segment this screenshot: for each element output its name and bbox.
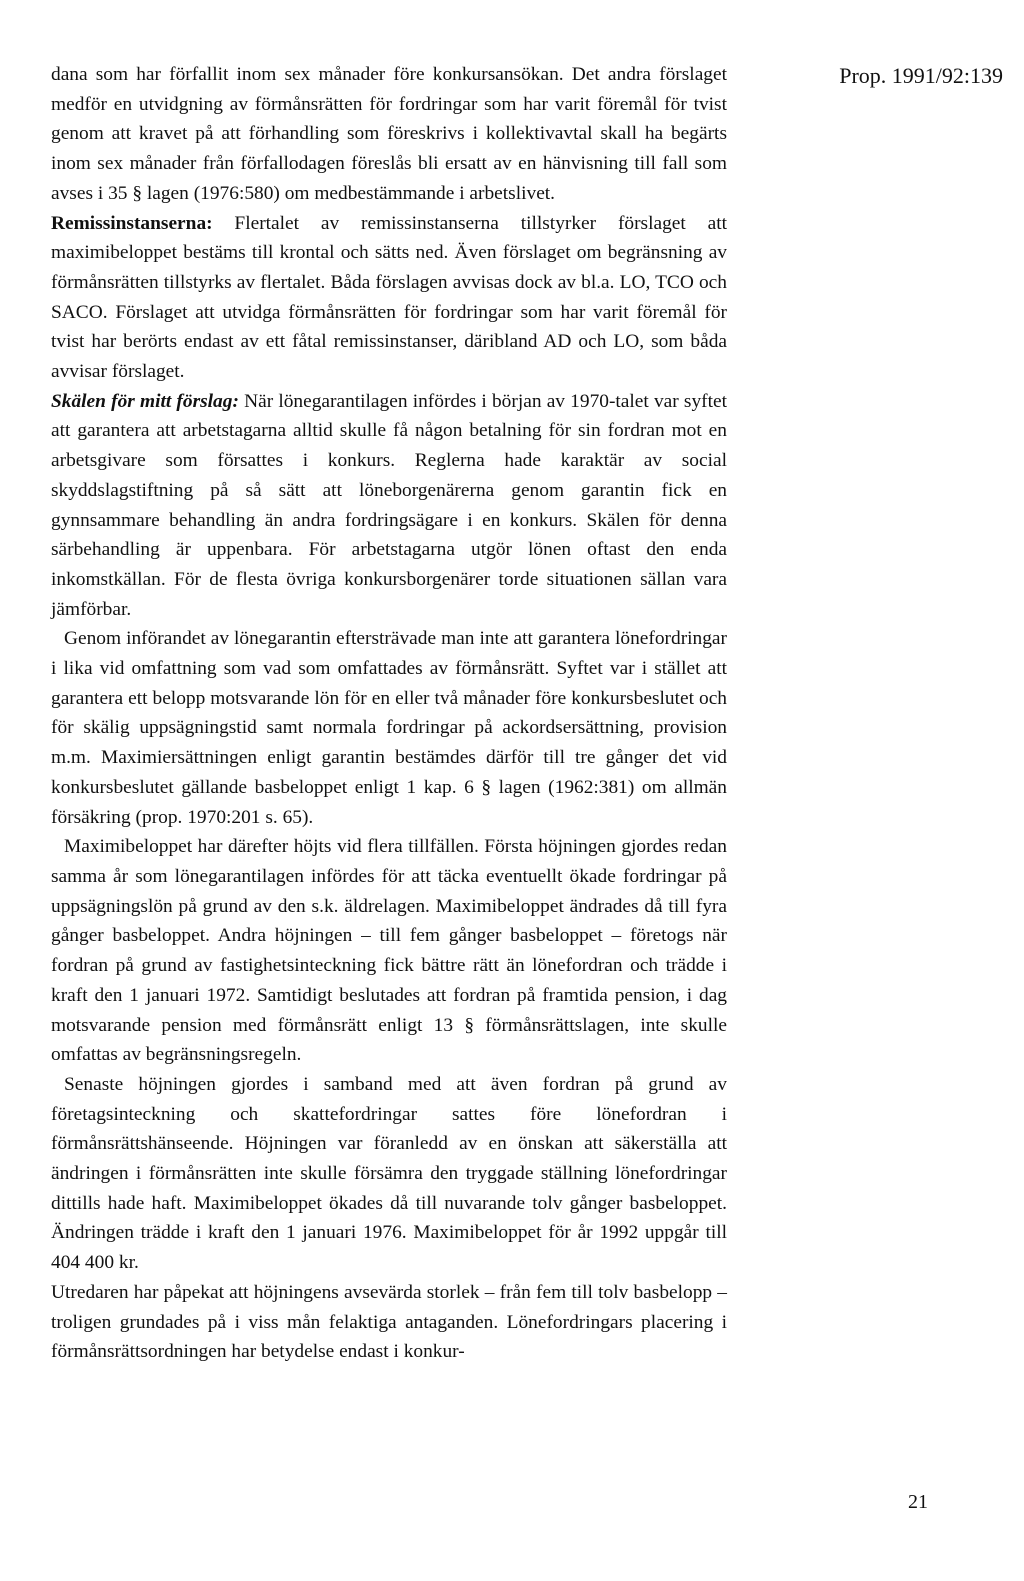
- paragraph-5: Maximibeloppet har därefter höjts vid flera tillfällen. Första höjningen gjordes redan samma år som lönegarantilagen infördes för att täcka eventuellt ökade fordringar på uppsägningslön på grund av den s.k. äldrelagen. Maximibeloppet ändrades då till fyra gånger basbeloppet. Andra höjningen – till fem gånger basbeloppet – företogs när fordran på grund av fastighetsinteckning fick bättre rätt än lönefordran och trädde i kraft den 1 januari 1972. Samtidigt beslutades att fordran på framtida pension, i dag motsvarande pension med förmånsrätt enligt 13 § förmånsrättslagen, inte skulle omfattas av begränsningsregeln.: [51, 836, 727, 1066]
- paragraph-7: Utredaren har påpekat att höjningens avsevärda storlek – från fem till tolv basbelopp – troligen grundades på i viss mån felaktiga antaganden. Lönefordringars placering i förmånsrättsordningen har betydelse endast i konkur-: [51, 1281, 727, 1363]
- paragraph-remissinstanserna-text: Flertalet av remissinstanserna tillstyrker förslaget att maximibeloppet bestäms till krontal och sätts ned. Även förslaget om begränsning av förmånsrätten tillstyrks av flertalet. Båda förslagen avvisas dock av bl.a. LO, TCO och SACO. Förslaget att utvidga förmånsrätten för fordringar som har varit föremål för tvist har berörts endast av ett fåtal remissinstanser, däribland AD och LO, som båda avvisar förslaget.: [51, 212, 727, 383]
- paragraph-6: Senaste höjningen gjordes i samband med att även fordran på grund av företagsinteckning och skattefordringar sattes före lönefordran i förmånsrättshänseende. Höjningen var föranledd av en önskan att säkerställa att ändringen i förmånsrätten inte skulle försämra den tryggade ställning lönefordringar dittills hade haft. Maximibeloppet ökades då till nuvarande tolv gånger basbeloppet. Ändringen trädde i kraft den 1 januari 1976. Maximibeloppet för år 1992 uppgår till 404 400 kr.: [51, 1073, 727, 1274]
- paragraph-skalen: [51, 387, 727, 625]
- prop-reference: Prop. 1991/92:139: [839, 63, 1003, 88]
- page-number: 21: [908, 1491, 928, 1513]
- paragraph-remissinstanserna: [51, 209, 727, 387]
- heading-skalen: Skälen för mitt förslag:: [51, 390, 239, 412]
- paragraph-1: dana som har förfallit inom sex månader före konkursansökan. Det andra förslaget medför en utvidgning av förmånsrätten för fordringar som har varit föremål för tvist genom att kravet på att förhandling som föreskrivs i kollektivavtal skall ha begärts inom sex månader från förfallodagen föreslås bli ersatt av en hänvisning till fall som avses i 35 § lagen (1976:580) om medbestämmande i arbetslivet.: [51, 64, 727, 204]
- paragraph-skalen-text: När lönegarantilagen infördes i början av 1970-talet var syftet att garantera att arbetstagarna alltid skulle få någon betalning för sin fordran mot en arbetsgivare som försattes i konkurs. Reglerna hade karaktär av social skyddslagstiftning på så sätt att löneborgenärerna genom garantin fick en gynnsammare behandling än andra fordringsägare i en konkurs. Skälen för denna särbehandling är uppenbara. För arbetstagarna utgör lönen oftast den enda inkomstkällan. För de flesta övriga konkursborgenärer torde situationen sällan vara jämförbar.: [51, 390, 727, 620]
- paragraph-4: Genom införandet av lönegarantin eftersträvade man inte att garantera lönefordringar i lika vid omfattning som vad som omfattades av förmånsrätt. Syftet var i stället att garantera ett belopp motsvarande lön för en eller två månader före konkursbeslutet och för skälig uppsägningstid samt normala fordringar på ackordsersättning, provision m.m. Maximiersättningen enligt garantin bestämdes därför till tre gånger det vid konkursbeslutet gällande basbeloppet enligt 1 kap. 6 § lagen (1962:381) om allmän försäkring (prop. 1970:201 s. 65).: [51, 628, 727, 828]
- heading-remissinstanserna: Remissinstanserna:: [51, 212, 213, 234]
- document-body: [51, 60, 727, 1367]
